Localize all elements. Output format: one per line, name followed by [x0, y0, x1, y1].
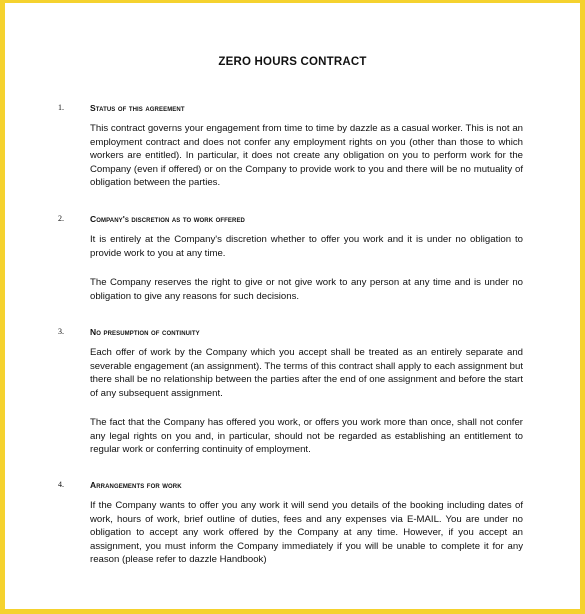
section-paragraph: This contract governs your engagement from time to time by dazzle as a casual worker. This is not an employment contract and does not confer any employment rights on you (other than those to which workers are entitled). In particular, it does not create any obligation on you to perform work for the Company (even if offered) or on the Company to provide work to you and there will be no mutuality of obligation between the parties.	[90, 123, 523, 189]
section-paragraph: The Company reserves the right to give or not give work to any person at any time and is under no obligation to give any reasons for such decisions.	[90, 277, 523, 302]
section-heading: Status of this agreement	[90, 103, 185, 113]
section-paragraph: Each offer of work by the Company which you accept shall be treated as an entirely separate and severable engagement (an assignment). The terms of this contract shall apply to each assignment but there shall be no relationship between the parties after the end of one assignment and before the start of any subsequent assignment.	[90, 347, 523, 399]
section-number: 2.	[58, 214, 64, 223]
section-paragraph: It is entirely at the Company's discretion whether to offer you work and it is under no obligation to provide work to you at any time.	[90, 234, 523, 259]
section-heading: No presumption of continuity	[90, 327, 200, 337]
section-paragraph: The fact that the Company has offered you work, or offers you work more than once, shall not confer any legal rights on you and, in particular, should not be regarded as establishing an entitlement to regular work or conferring continuity of employment.	[90, 417, 523, 456]
section-number: 1.	[58, 103, 64, 112]
section-heading: Company's discretion as to work offered	[90, 214, 245, 224]
section-number: 3.	[58, 327, 64, 336]
section-heading: Arrangements for work	[90, 480, 182, 490]
section-number: 4.	[58, 480, 64, 489]
document-title: ZERO HOURS CONTRACT	[218, 56, 367, 68]
section-paragraph: If the Company wants to offer you any work it will send you details of the booking including dates of work, hours of work, brief outline of duties, fees and any expenses via E-MAIL. You are under no obligation to accept any work offered by the Company at any time. However, if you accept an assignment, you must inform the Company immediately if you will be unable to complete it for any reason (please refer to dazzle Handbook)	[90, 500, 523, 566]
document-page	[5, 3, 580, 609]
